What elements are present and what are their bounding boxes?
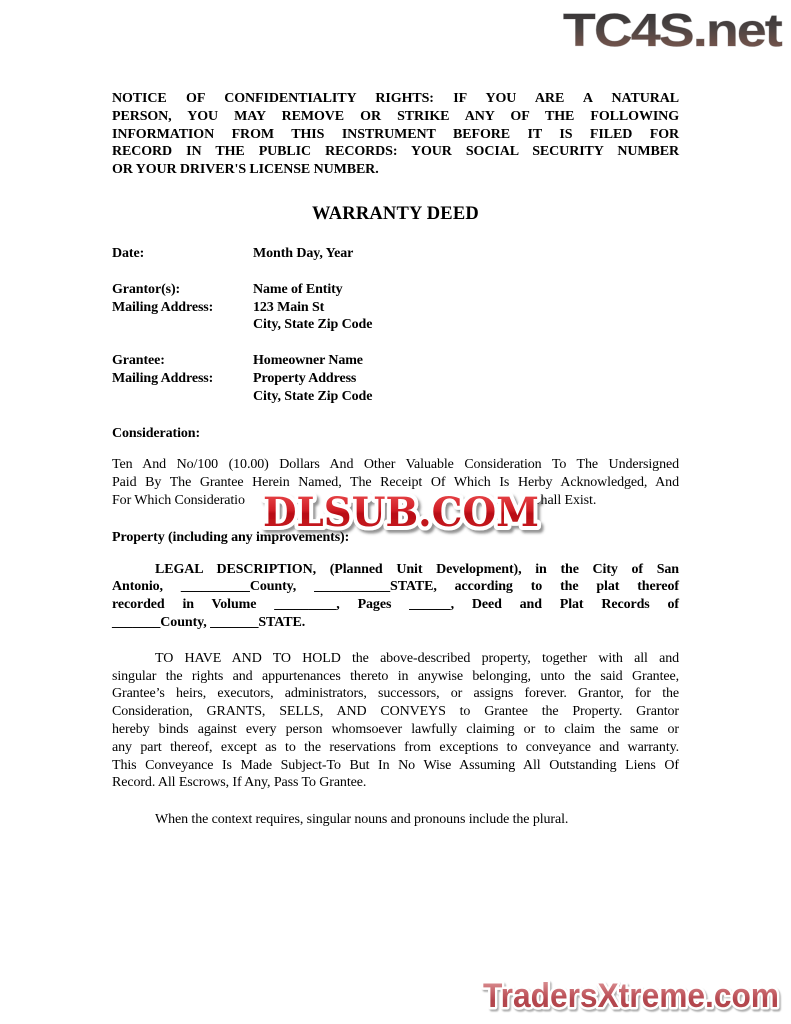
habendum-line: any part thereof, except as to the reservations from exceptions to conveyance and warranty.	[112, 739, 679, 755]
grantee-label: Grantee:	[112, 353, 165, 369]
consideration-fragment-right: Shall Exist.	[532, 492, 597, 508]
legal-line: _______County, _______STATE.	[112, 614, 306, 630]
notice-line: RECORD IN THE PUBLIC RECORDS: YOUR SOCIAL SECURITY NUMBER	[112, 144, 679, 160]
grantee-city-label	[112, 388, 253, 406]
legal-line: Antonio, __________County, ___________STATE, according to the plat thereof	[112, 579, 679, 595]
field-row-grantor-mailing	[112, 299, 679, 317]
notice-line: OR YOUR DRIVER'S LICENSE NUMBER.	[112, 162, 379, 178]
legal-description	[112, 561, 679, 632]
consideration-fragment-left: For Which Consideratio	[112, 492, 245, 508]
property-heading: Property (including any improvements):	[112, 529, 350, 545]
field-row-grantor-city	[112, 316, 679, 334]
habendum-line: TO HAVE AND TO HOLD the above-described property, together with all and	[155, 650, 679, 666]
grantor-label: Grantor(s):	[112, 281, 181, 297]
deed-document	[112, 0, 679, 829]
grantee-field-group	[112, 352, 679, 405]
document-title: WARRANTY DEED	[312, 203, 479, 224]
notice-line: INFORMATION FROM THIS INSTRUMENT BEFORE IT IS FILED FOR	[112, 126, 679, 142]
grantor-city-label	[112, 316, 253, 334]
field-row-grantee	[112, 352, 679, 370]
habendum-paragraph	[112, 650, 679, 792]
dlsub-watermark	[248, 484, 554, 540]
consideration-heading: Consideration:	[112, 425, 201, 441]
consideration-line: Paid By The Grantee Herein Named, The Receipt Of Which Is Herby Acknowledged, And	[112, 475, 679, 491]
habendum-line: Grantee’s heirs, executors, administrators, successors, or assigns forever. Grantor, for the	[112, 686, 679, 702]
grantee-mailing-value: Property Address	[253, 370, 357, 386]
grantee-mailing-label: Mailing Address:	[112, 370, 214, 386]
grantor-city-value: City, State Zip Code	[253, 317, 373, 333]
grantor-mailing-value: 123 Main St	[253, 299, 325, 315]
field-row-date	[112, 245, 679, 263]
field-row-grantor	[112, 281, 679, 299]
grantor-field-group	[112, 281, 679, 334]
tradersxtreme-logo-text: TradersXtreme.com	[483, 977, 779, 1015]
date-field-group	[112, 245, 679, 263]
tradersxtreme-logo	[474, 971, 788, 1021]
field-row-grantee-city	[112, 388, 679, 406]
consideration-line: Ten And No/100 (10.00) Dollars And Other Valuable Consideration To The Undersigned	[112, 457, 679, 473]
plural-clause: When the context requires, singular nouns and pronouns include the plural.	[155, 812, 569, 828]
habendum-line: singular the rights and appurtenances thereto in anywise belonging, unto the said Grantee,	[112, 668, 679, 684]
grantor-value: Name of Entity	[253, 281, 343, 297]
dlsub-watermark-text: DLSUB.COM	[263, 489, 539, 536]
tc4s-logo-text: TC4S.net	[563, 4, 783, 56]
date-value: Month Day, Year	[253, 245, 354, 261]
notice-line: NOTICE OF CONFIDENTIALITY RIGHTS: IF YOU ARE A NATURAL	[112, 91, 679, 106]
habendum-line: Record. All Escrows, If Any, Pass To Grantee.	[112, 775, 367, 791]
notice-line: PERSON, YOU MAY REMOVE OR STRIKE ANY OF THE FOLLOWING	[112, 108, 679, 124]
habendum-line: hereby binds against every person whomsoever lawfully claiming or to claim the same or	[112, 721, 679, 737]
grantee-value: Homeowner Name	[253, 353, 363, 369]
habendum-line: This Conveyance Is Made Subject-To But In No Wise Assuming All Outstanding Liens Of	[112, 757, 679, 773]
habendum-line: Consideration, GRANTS, SELLS, AND CONVEYS to Grantee the Property. Grantor	[112, 704, 679, 720]
legal-line: recorded in Volume _________, Pages ______, Deed and Plat Records of	[112, 597, 679, 613]
legal-line: LEGAL DESCRIPTION, (Planned Unit Development), in the City of San	[155, 561, 679, 577]
field-row-grantee-mailing	[112, 370, 679, 388]
confidentiality-notice	[112, 90, 679, 179]
grantor-mailing-label: Mailing Address:	[112, 299, 214, 315]
date-label: Date:	[112, 245, 145, 261]
grantee-city-value: City, State Zip Code	[253, 388, 373, 404]
